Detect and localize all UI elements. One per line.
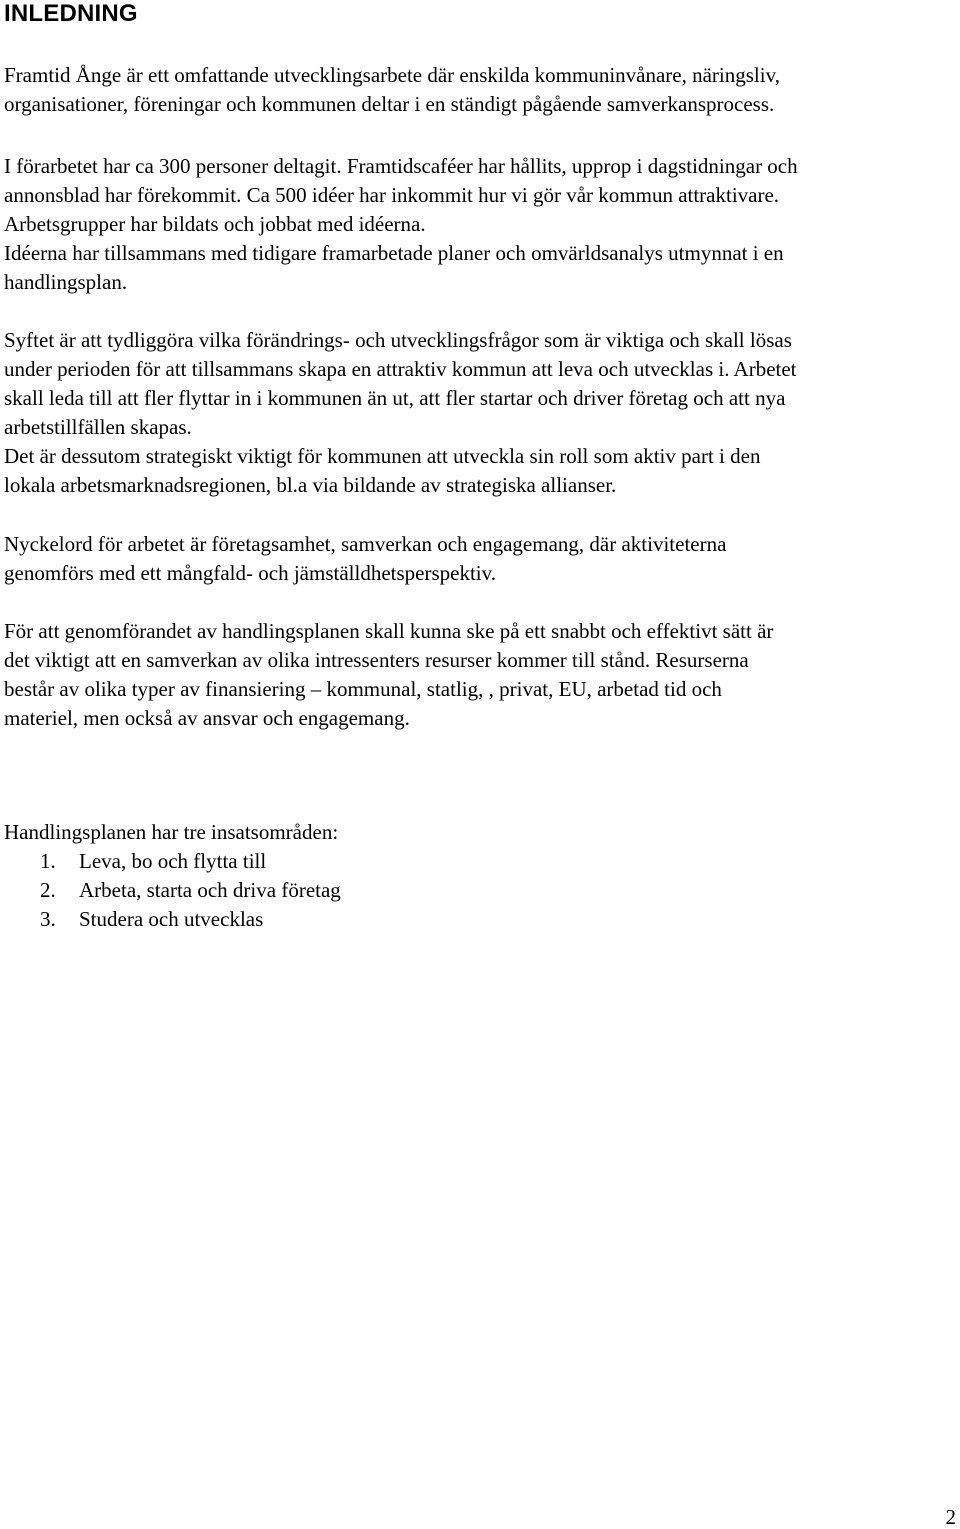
text-line: Det är dessutom strategiskt viktigt för kommunen att utveckla sin roll som aktiv part i den [4, 444, 761, 468]
page-number: 2 [945, 1505, 956, 1529]
text-line: genomförs med ett mångfald- och jämställdhetsperspektiv. [4, 561, 497, 585]
insatsomraden-list [40, 847, 341, 934]
list-item-text: Arbeta, starta och driva företag [79, 878, 341, 902]
paragraph-nyckelord [4, 530, 956, 588]
text-line: skall leda till att fler flyttar in i kommunen än ut, att fler startar och driver företag och att nya [4, 386, 786, 410]
text-line: består av olika typer av finansiering – kommunal, statlig, , privat, EU, arbetad tid och [4, 677, 722, 701]
text-line: I förarbetet har ca 300 personer deltagit. Framtidscaféer har hållits, upprop i dagstidningar och [4, 154, 798, 178]
list-intro [4, 818, 956, 847]
section-heading: INLEDNING [4, 0, 138, 27]
paragraph-forarbete [4, 152, 956, 297]
text-line: under perioden för att tillsammans skapa en attraktiv kommun att leva och utvecklas i. Arbetet [4, 357, 797, 381]
list-item [40, 876, 341, 905]
list-item-number: 2. [40, 878, 56, 902]
list-item [40, 847, 341, 876]
text-line: arbetstillfällen skapas. [4, 415, 192, 439]
list-item-text: Studera och utvecklas [79, 907, 264, 931]
text-line: materiel, men också av ansvar och engagemang. [4, 706, 410, 730]
text-line: Nyckelord för arbetet är företagsamhet, samverkan och engagemang, där aktiviteterna [4, 532, 727, 556]
text-line: handlingsplan. [4, 270, 128, 294]
paragraph-syfte [4, 326, 956, 500]
text-line: lokala arbetsmarknadsregionen, bl.a via bildande av strategiska allianser. [4, 473, 617, 497]
text-line: Arbetsgrupper har bildats och jobbat med idéerna. [4, 212, 426, 236]
paragraph-genomforande [4, 617, 956, 733]
text-line: Idéerna har tillsammans med tidigare framarbetade planer och omvärldsanalys utmynnat i en [4, 241, 784, 265]
list-item-number: 3. [40, 907, 56, 931]
text-line: annonsblad har förekommit. Ca 500 idéer har inkommit hur vi gör vår kommun attraktivare. [4, 183, 780, 207]
list-item-number: 1. [40, 849, 56, 873]
paragraph-intro [4, 61, 956, 119]
text-line: Framtid Ånge är ett omfattande utvecklingsarbete där enskilda kommuninvånare, näringsliv, [4, 63, 780, 87]
list-item-text: Leva, bo och flytta till [79, 849, 267, 873]
text-line: Handlingsplanen har tre insatsområden: [4, 820, 339, 844]
text-line: För att genomförandet av handlingsplanen skall kunna ske på ett snabbt och effektivt sätt är [4, 619, 774, 643]
list-item [40, 905, 341, 934]
text-line: organisationer, föreningar och kommunen deltar i en ständigt pågående samverkansprocess. [4, 92, 775, 116]
text-line: Syftet är att tydliggöra vilka förändrings- och utvecklingsfrågor som är viktiga och skall lösas [4, 328, 792, 352]
text-line: det viktigt att en samverkan av olika intressenters resurser kommer till stånd. Resurserna [4, 648, 749, 672]
